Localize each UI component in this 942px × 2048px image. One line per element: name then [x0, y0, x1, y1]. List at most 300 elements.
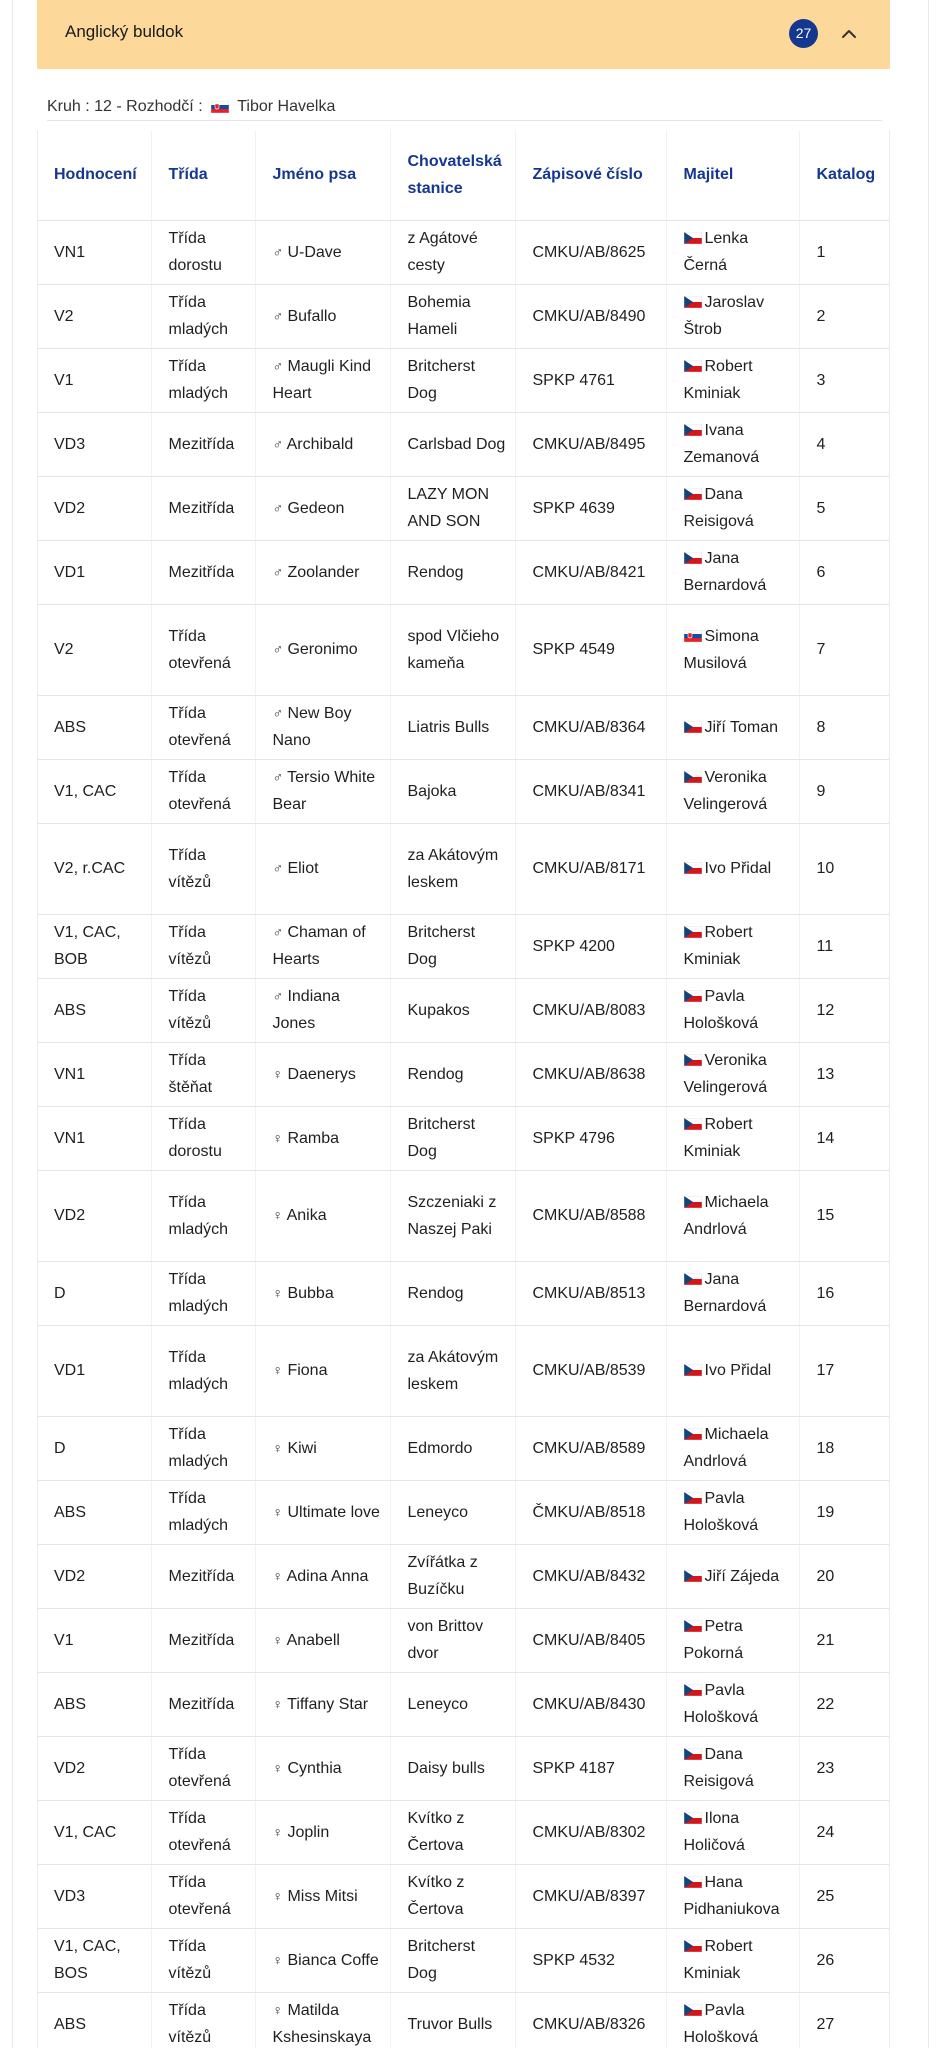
owner-text: Jana Bernardová — [683, 1271, 767, 1315]
sex-icon: ♂ — [272, 988, 283, 1004]
cell-kennel — [390, 1736, 515, 1800]
owner-text: Robert Kminiak — [683, 1116, 753, 1160]
rating-text: ABS — [54, 1503, 87, 1521]
rating-text: ABS — [54, 1695, 87, 1713]
dog-name-text: Ramba — [287, 1129, 340, 1147]
cell-rating — [37, 1261, 151, 1325]
results-table — [37, 130, 890, 2048]
flag-cz-icon — [684, 1684, 702, 1696]
class-text: Třída mladých — [168, 358, 229, 402]
cell-rating — [37, 1672, 151, 1736]
kennel-text: Daisy bulls — [407, 1759, 485, 1777]
column-header-catalog: Katalog — [799, 130, 890, 220]
catalog-number: 15 — [816, 1207, 835, 1224]
owner-text: Petra Pokorná — [683, 1618, 744, 1662]
cell-class — [151, 1992, 255, 2048]
flag-cz-icon — [684, 360, 702, 372]
registration-text: CMKU/AB/8171 — [532, 860, 646, 877]
cell-rating — [37, 914, 151, 978]
catalog-number: 14 — [816, 1129, 835, 1147]
table-row — [37, 1928, 890, 1992]
owner-text: Hana Pidhaniukova — [683, 1874, 780, 1918]
flag-cz-icon — [684, 1118, 702, 1130]
cell-class — [151, 1608, 255, 1672]
entries-count-badge: 27 — [789, 19, 818, 48]
kennel-text: LAZY MON AND SON — [407, 486, 489, 530]
owner-text: Pavla Hološková — [683, 988, 759, 1032]
sex-icon: ♀ — [272, 1503, 283, 1520]
registration-text: SPKP 4200 — [532, 937, 615, 955]
registration-text: CMKU/AB/8625 — [532, 243, 646, 261]
cell-dog-name — [255, 1106, 390, 1170]
judge-name: Tibor Havelka — [237, 98, 336, 115]
cell-owner — [666, 759, 799, 823]
cell-rating — [37, 978, 151, 1042]
cell-class — [151, 1736, 255, 1800]
owner-text: Jiří Zájeda — [704, 1567, 780, 1585]
cell-class — [151, 1325, 255, 1416]
class-text: Třída otevřená — [168, 1810, 231, 1854]
class-text: Mezitřída — [168, 499, 235, 517]
class-text: Třída otevřená — [168, 1874, 231, 1918]
class-text: Třída vítězů — [168, 924, 212, 968]
rating-text: VN1 — [54, 1129, 86, 1147]
cell-rating — [37, 1608, 151, 1672]
table-row — [37, 348, 890, 412]
cell-rating — [37, 1325, 151, 1416]
cell-owner — [666, 1544, 799, 1608]
catalog-number: 16 — [816, 1284, 835, 1302]
cell-class — [151, 1928, 255, 1992]
sex-icon: ♀ — [272, 1631, 283, 1648]
cell-kennel — [390, 1170, 515, 1261]
sex-icon: ♀ — [272, 2002, 283, 2018]
class-text: Třída otevřená — [168, 1746, 231, 1790]
cell-kennel — [390, 604, 515, 695]
dog-name-text: Indiana Jones — [272, 988, 340, 1032]
cell-dog-name — [255, 476, 390, 540]
flag-cz-icon — [684, 862, 702, 874]
cell-rating — [37, 284, 151, 348]
cell-rating — [37, 476, 151, 540]
cell-rating — [37, 1042, 151, 1106]
flag-cz-icon — [684, 1812, 702, 1824]
dog-name-text: Anika — [286, 1207, 327, 1224]
flag-cz-icon — [684, 1748, 702, 1760]
registration-text: SPKP 4549 — [532, 641, 615, 658]
class-text: Třída dorostu — [168, 1116, 222, 1160]
page-edge-left — [12, 0, 13, 2048]
cell-owner — [666, 1106, 799, 1170]
cell-dog-name — [255, 348, 390, 412]
rating-text: VD2 — [54, 1207, 86, 1224]
registration-text: CMKU/AB/8341 — [532, 782, 646, 800]
cell-class — [151, 284, 255, 348]
dog-name-text: Bufallo — [287, 307, 337, 325]
dog-name-text: Kiwi — [287, 1439, 317, 1457]
cell-catalog — [799, 1106, 890, 1170]
cell-dog-name — [255, 1480, 390, 1544]
table-row — [37, 1416, 890, 1480]
cell-registration — [515, 1992, 666, 2048]
flag-cz-icon — [684, 1492, 702, 1504]
cell-class — [151, 823, 255, 914]
cell-owner — [666, 1325, 799, 1416]
cell-owner — [666, 1928, 799, 1992]
dog-name-text: New Boy Nano — [272, 705, 352, 749]
kennel-text: spod Vlčieho kameňa — [407, 627, 500, 672]
kennel-text: Liatris Bulls — [407, 718, 490, 736]
flag-cz-icon — [684, 296, 702, 308]
cell-kennel — [390, 284, 515, 348]
cell-class — [151, 759, 255, 823]
flag-cz-icon — [684, 1570, 702, 1582]
cell-owner — [666, 1800, 799, 1864]
registration-text: SPKP 4187 — [532, 1759, 615, 1777]
table-row — [37, 695, 890, 759]
class-text: Třída mladých — [168, 1348, 229, 1393]
rating-text: ABS — [54, 2015, 87, 2033]
registration-text: SPKP 4532 — [532, 1951, 615, 1969]
kennel-text: Bohemia Hameli — [407, 294, 471, 338]
sex-icon: ♂ — [272, 563, 283, 580]
flag-cz-icon — [684, 232, 702, 244]
cell-owner — [666, 1672, 799, 1736]
cell-class — [151, 1672, 255, 1736]
cell-registration — [515, 1170, 666, 1261]
cell-dog-name — [255, 1042, 390, 1106]
owner-text: Ivo Přidal — [704, 1362, 772, 1379]
cell-registration — [515, 1800, 666, 1864]
cell-kennel — [390, 1992, 515, 2048]
cell-registration — [515, 220, 666, 284]
cell-owner — [666, 220, 799, 284]
cell-rating — [37, 1106, 151, 1170]
dog-name-text: Archibald — [286, 435, 354, 453]
kennel-text: Britcherst Dog — [407, 1116, 476, 1160]
cell-rating — [37, 1928, 151, 1992]
page-edge-right — [928, 0, 929, 2048]
catalog-number: 27 — [816, 2015, 835, 2033]
cell-class — [151, 914, 255, 978]
flag-cz-icon — [684, 1196, 702, 1208]
cell-catalog — [799, 284, 890, 348]
flag-cz-icon — [684, 488, 702, 500]
owner-text: Dana Reisigová — [683, 486, 754, 530]
flag-sk-icon — [684, 630, 702, 642]
catalog-number: 19 — [816, 1503, 835, 1521]
rating-text: V1 — [54, 1631, 74, 1649]
cell-catalog — [799, 1325, 890, 1416]
flag-cz-icon — [684, 721, 702, 733]
owner-text: Jiří Toman — [704, 718, 779, 736]
cell-dog-name — [255, 220, 390, 284]
chevron-up-icon[interactable] — [837, 22, 861, 46]
cell-dog-name — [255, 759, 390, 823]
kennel-text: Rendog — [407, 563, 464, 581]
cell-registration — [515, 604, 666, 695]
cell-registration — [515, 1416, 666, 1480]
kennel-text: Truvor Bulls — [407, 2015, 493, 2033]
registration-text: CMKU/AB/8083 — [532, 1001, 646, 1019]
flag-cz-icon — [684, 1273, 702, 1285]
cell-dog-name — [255, 978, 390, 1042]
sex-icon: ♀ — [272, 1951, 283, 1968]
cell-rating — [37, 348, 151, 412]
rating-text: VD2 — [54, 1567, 86, 1585]
owner-text: Michaela Andrlová — [683, 1426, 769, 1470]
cell-registration — [515, 284, 666, 348]
cell-registration — [515, 759, 666, 823]
cell-catalog — [799, 540, 890, 604]
class-text: Třída mladých — [168, 1490, 229, 1534]
cell-registration — [515, 540, 666, 604]
cell-class — [151, 476, 255, 540]
cell-owner — [666, 348, 799, 412]
class-text: Třída mladých — [168, 1426, 229, 1470]
cell-class — [151, 540, 255, 604]
registration-text: CMKU/AB/8588 — [532, 1207, 646, 1224]
cell-kennel — [390, 1608, 515, 1672]
flag-cz-icon — [684, 1940, 702, 1952]
kennel-text: Rendog — [407, 1065, 464, 1083]
cell-kennel — [390, 412, 515, 476]
sex-icon: ♀ — [272, 1362, 283, 1378]
cell-registration — [515, 1928, 666, 1992]
sex-icon: ♂ — [272, 860, 283, 876]
cell-kennel — [390, 1928, 515, 1992]
cell-rating — [37, 540, 151, 604]
cell-rating — [37, 1736, 151, 1800]
cell-rating — [37, 1480, 151, 1544]
cell-registration — [515, 978, 666, 1042]
cell-catalog — [799, 1480, 890, 1544]
cell-kennel — [390, 1480, 515, 1544]
class-text: Mezitřída — [168, 1695, 235, 1713]
table-row — [37, 412, 890, 476]
cell-catalog — [799, 348, 890, 412]
cell-dog-name — [255, 1170, 390, 1261]
registration-text: CMKU/AB/8430 — [532, 1695, 646, 1713]
cell-class — [151, 1106, 255, 1170]
table-row — [37, 604, 890, 695]
class-text: Třída otevřená — [168, 627, 231, 672]
sex-icon: ♂ — [272, 769, 283, 785]
cell-owner — [666, 476, 799, 540]
kennel-text: z Agátové cesty — [407, 230, 478, 274]
cell-class — [151, 1800, 255, 1864]
table-header-row — [37, 130, 890, 220]
sex-icon: ♂ — [272, 924, 283, 940]
rating-text: D — [54, 1284, 66, 1302]
catalog-number: 18 — [816, 1439, 835, 1457]
cell-kennel — [390, 1864, 515, 1928]
flag-cz-icon — [684, 1428, 702, 1440]
cell-catalog — [799, 412, 890, 476]
kennel-text: von Brittov dvor — [407, 1618, 484, 1662]
sex-icon: ♂ — [272, 705, 283, 721]
cell-registration — [515, 914, 666, 978]
owner-text: Michaela Andrlová — [683, 1193, 769, 1238]
sex-icon: ♂ — [272, 499, 283, 516]
cell-dog-name — [255, 1928, 390, 1992]
cell-class — [151, 412, 255, 476]
class-text: Třída vítězů — [168, 988, 212, 1032]
cell-class — [151, 1480, 255, 1544]
column-header-rating: Hodnocení — [37, 130, 151, 220]
cell-registration — [515, 1608, 666, 1672]
dog-name-text: Tersio White Bear — [272, 769, 376, 813]
sex-icon: ♀ — [272, 1823, 283, 1840]
flag-cz-icon — [684, 1054, 702, 1066]
registration-text: SPKP 4761 — [532, 371, 615, 389]
cell-rating — [37, 823, 151, 914]
cell-owner — [666, 914, 799, 978]
catalog-number: 2 — [816, 307, 826, 325]
cell-catalog — [799, 220, 890, 284]
cell-dog-name — [255, 1544, 390, 1608]
cell-owner — [666, 1170, 799, 1261]
cell-dog-name — [255, 695, 390, 759]
cell-catalog — [799, 1042, 890, 1106]
ring-label: Kruh : 12 - Rozhodčí : — [47, 98, 203, 115]
dog-name-text: Daenerys — [287, 1065, 356, 1083]
dog-name-text: Bubba — [287, 1284, 334, 1302]
rating-text: V2 — [54, 641, 74, 658]
cell-kennel — [390, 1106, 515, 1170]
rating-text: ABS — [54, 1001, 87, 1019]
cell-catalog — [799, 1170, 890, 1261]
registration-text: CMKU/AB/8364 — [532, 718, 646, 736]
cell-owner — [666, 823, 799, 914]
table-row — [37, 978, 890, 1042]
cell-registration — [515, 1261, 666, 1325]
cell-owner — [666, 284, 799, 348]
catalog-number: 7 — [816, 641, 826, 658]
catalog-number: 8 — [816, 718, 826, 736]
cell-kennel — [390, 476, 515, 540]
dog-name-text: Joplin — [287, 1823, 330, 1841]
breed-accordion-header[interactable] — [37, 0, 890, 69]
cell-kennel — [390, 1042, 515, 1106]
cell-kennel — [390, 1261, 515, 1325]
dog-name-text: Tiffany Star — [287, 1695, 369, 1713]
catalog-number: 3 — [816, 371, 826, 389]
cell-owner — [666, 540, 799, 604]
owner-text: Pavla Hološková — [683, 1682, 759, 1726]
cell-registration — [515, 1544, 666, 1608]
flag-cz-icon — [684, 771, 702, 783]
cell-rating — [37, 604, 151, 695]
cell-kennel — [390, 759, 515, 823]
cell-catalog — [799, 1736, 890, 1800]
table-row — [37, 1544, 890, 1608]
class-text: Třída vítězů — [168, 2002, 212, 2046]
flag-cz-icon — [684, 1876, 702, 1888]
cell-rating — [37, 412, 151, 476]
cell-catalog — [799, 759, 890, 823]
cell-catalog — [799, 1544, 890, 1608]
catalog-number: 10 — [816, 860, 835, 877]
flag-cz-icon — [684, 1620, 702, 1632]
cell-catalog — [799, 1608, 890, 1672]
cell-owner — [666, 1736, 799, 1800]
cell-kennel — [390, 348, 515, 412]
registration-text: CMKU/AB/8589 — [532, 1439, 646, 1457]
rating-text: VD3 — [54, 435, 86, 453]
dog-name-text: Maugli Kind Heart — [272, 358, 372, 402]
cell-rating — [37, 1864, 151, 1928]
registration-text: SPKP 4639 — [532, 499, 615, 517]
table-row — [37, 1800, 890, 1864]
cell-owner — [666, 1992, 799, 2048]
cell-kennel — [390, 1800, 515, 1864]
cell-registration — [515, 1672, 666, 1736]
cell-catalog — [799, 978, 890, 1042]
dog-name-text: Chaman of Hearts — [272, 924, 366, 968]
cell-class — [151, 1416, 255, 1480]
cell-dog-name — [255, 1416, 390, 1480]
kennel-text: Britcherst Dog — [407, 358, 476, 402]
owner-text: Pavla Hološková — [683, 1490, 759, 1534]
registration-text: CMKU/AB/8302 — [532, 1823, 646, 1841]
dog-name-text: Ultimate love — [287, 1503, 380, 1521]
owner-text: Jana Bernardová — [683, 550, 767, 594]
cell-rating — [37, 1170, 151, 1261]
kennel-text: Bajoka — [407, 782, 457, 800]
cell-registration — [515, 412, 666, 476]
flag-cz-icon — [684, 552, 702, 564]
sex-icon: ♀ — [272, 1439, 283, 1456]
kennel-text: Kvítko z Čertova — [407, 1874, 465, 1918]
kennel-text: Edmordo — [407, 1439, 473, 1457]
table-row — [37, 1480, 890, 1544]
cell-registration — [515, 476, 666, 540]
flag-cz-icon — [684, 2004, 702, 2016]
registration-text: ČMKU/AB/8518 — [532, 1503, 646, 1521]
owner-text: Robert Kminiak — [683, 358, 753, 402]
catalog-number: 11 — [816, 937, 834, 955]
owner-text: Robert Kminiak — [683, 1938, 753, 1982]
kennel-text: za Akátovým leskem — [407, 846, 499, 891]
cell-registration — [515, 1106, 666, 1170]
cell-registration — [515, 695, 666, 759]
class-text: Třída vítězů — [168, 1938, 212, 1982]
cell-rating — [37, 220, 151, 284]
cell-class — [151, 1261, 255, 1325]
kennel-text: Szczeniaki z Naszej Paki — [407, 1193, 497, 1238]
class-text: Mezitřída — [168, 1567, 235, 1585]
flag-cz-icon — [684, 1364, 702, 1376]
cell-catalog — [799, 476, 890, 540]
cell-kennel — [390, 1544, 515, 1608]
catalog-number: 12 — [816, 1001, 835, 1019]
catalog-number: 1 — [816, 243, 826, 261]
cell-dog-name — [255, 1800, 390, 1864]
sex-icon: ♂ — [272, 435, 283, 452]
kennel-text: Britcherst Dog — [407, 1938, 476, 1982]
rating-text: V1, CAC, BOB — [54, 924, 121, 968]
sex-icon: ♂ — [272, 243, 283, 260]
cell-kennel — [390, 823, 515, 914]
cell-rating — [37, 1416, 151, 1480]
sex-icon: ♀ — [272, 1887, 283, 1904]
cell-class — [151, 604, 255, 695]
owner-text: Dana Reisigová — [683, 1746, 754, 1790]
catalog-number: 25 — [816, 1887, 835, 1905]
table-row — [37, 1170, 890, 1261]
rating-text: VD3 — [54, 1887, 86, 1905]
